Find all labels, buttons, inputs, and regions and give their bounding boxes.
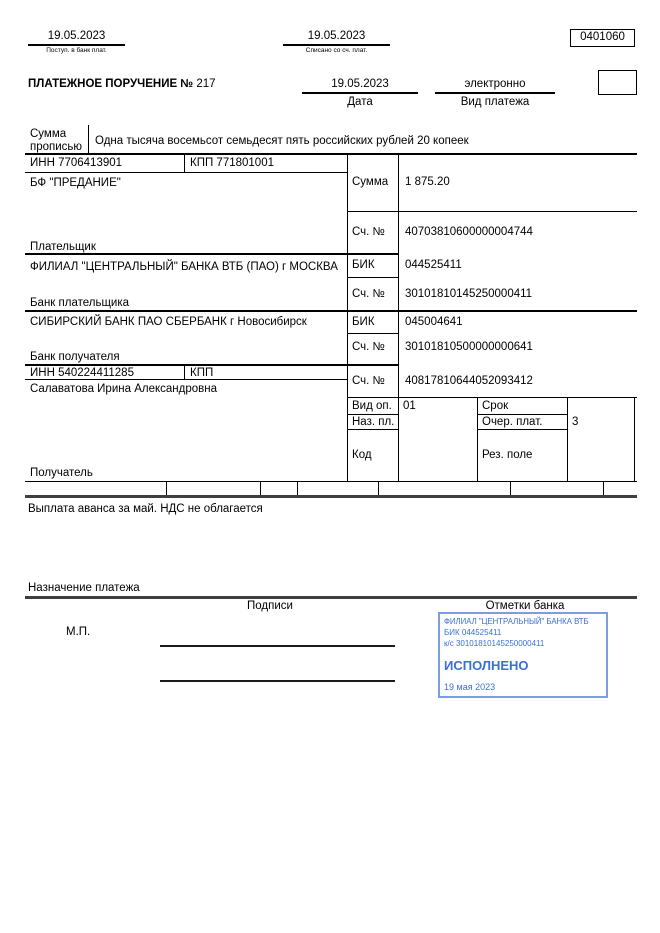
- line: [603, 482, 604, 496]
- payer-account-label: Сч. №: [352, 226, 385, 238]
- op-kind-value: 01: [403, 400, 416, 412]
- payer-bank-name: ФИЛИАЛ "ЦЕНТРАЛЬНЫЙ" БАНКА ВТБ (ПАО) г МОСКВА: [30, 261, 338, 273]
- purpose-text: Выплата аванса за май. НДС не облагается: [28, 503, 263, 515]
- line: [347, 414, 398, 415]
- payee-account-label: Сч. №: [352, 375, 385, 387]
- received-date-value: 19.05.2023: [47, 30, 106, 42]
- line: [25, 481, 637, 482]
- payer-bank-account-value: 30101810145250000411: [405, 288, 533, 300]
- payee-bank-account-label: Сч. №: [352, 341, 385, 353]
- stamp-corr-account: к/с 30101810145250000411: [444, 639, 545, 648]
- payee-bank-bik-value: 045004641: [405, 316, 463, 328]
- form-code-box: 0401060: [570, 29, 635, 47]
- line: [297, 482, 298, 496]
- line: [347, 211, 637, 212]
- payer-bank-bik-value: 044525411: [405, 259, 462, 271]
- doc-date-caption: Дата: [347, 96, 373, 108]
- line: [25, 364, 398, 366]
- payment-kind-underline: [435, 92, 555, 94]
- line: [347, 429, 398, 430]
- line: [184, 366, 185, 379]
- amount-label: Сумма: [352, 176, 389, 188]
- payment-kind-caption: Вид платежа: [460, 96, 530, 108]
- stamp-bank-name: ФИЛИАЛ "ЦЕНТРАЛЬНЫЙ" БАНКА ВТБ: [444, 617, 589, 626]
- line: [88, 125, 89, 154]
- line: [398, 155, 399, 482]
- line: [25, 495, 637, 498]
- line: [347, 155, 348, 482]
- payee-inn: ИНН 540224411285: [30, 367, 134, 379]
- line: [347, 333, 398, 334]
- line: [25, 379, 347, 380]
- amount-words-text: Одна тысяча восемьсот семьдесят пять российских рублей 20 копеек: [95, 135, 469, 147]
- payee-account-value: 40817810644052093412: [405, 375, 533, 387]
- line: [184, 155, 185, 172]
- payer-bank-account-label: Сч. №: [352, 288, 385, 300]
- received-date-caption: Поступ. в банк плат.: [46, 47, 107, 54]
- doc-date-value: 19.05.2023: [331, 78, 389, 90]
- line: [25, 253, 398, 255]
- line: [477, 429, 567, 430]
- signature-line: [160, 645, 395, 647]
- stamp-date: 19 мая 2023: [444, 682, 496, 692]
- debited-date-value: 19.05.2023: [307, 30, 366, 42]
- purpose-caption: Назначение платежа: [28, 582, 140, 594]
- line: [477, 398, 478, 482]
- payee-bank-caption: Банк получателя: [30, 351, 120, 363]
- line: [477, 414, 567, 415]
- received-date-underline: [28, 44, 125, 46]
- payer-kpp: КПП 771801001: [190, 157, 274, 169]
- line: [510, 482, 511, 496]
- reserve-field-label: Рез. поле: [482, 449, 533, 461]
- line: [347, 277, 398, 278]
- payee-kpp: КПП: [190, 367, 214, 379]
- payer-bank-bik-label: БИК: [352, 259, 375, 271]
- payee-bank-name: СИБИРСКИЙ БАНК ПАО СБЕРБАНК г Новосибирск: [30, 316, 307, 328]
- amount-value: 1 875.20: [405, 176, 450, 188]
- line: [347, 397, 637, 398]
- empty-code-box: [598, 70, 637, 95]
- line: [166, 482, 167, 496]
- line: [634, 398, 635, 482]
- op-kind-label: Вид оп.: [352, 400, 392, 412]
- payee-bank-bik-label: БИК: [352, 316, 375, 328]
- line: [25, 153, 637, 155]
- line: [567, 398, 568, 482]
- doc-number: 217: [196, 78, 216, 90]
- payment-kind-value: электронно: [464, 78, 526, 90]
- stamp-bik: БИК 044525411: [444, 628, 502, 637]
- stamp-place-label: М.П.: [66, 626, 91, 638]
- payer-name: БФ "ПРЕДАНИЕ": [30, 177, 121, 189]
- priority-value: 3: [572, 416, 579, 428]
- payer-caption: Плательщик: [30, 241, 96, 253]
- doc-title: ПЛАТЕЖНОЕ ПОРУЧЕНИЕ №: [28, 78, 194, 90]
- code-label: Код: [352, 449, 372, 461]
- line: [260, 482, 261, 496]
- debited-date-caption: Списано со сч. плат.: [305, 47, 368, 54]
- pay-purpose-code-label: Наз. пл.: [352, 416, 395, 428]
- stamp-status: ИСПОЛНЕНО: [444, 658, 529, 673]
- debited-date-underline: [283, 44, 390, 46]
- line: [25, 596, 637, 599]
- term-label: Срок: [482, 400, 509, 412]
- payee-name: Салаватова Ирина Александровна: [30, 383, 217, 395]
- bank-marks-caption: Отметки банка: [485, 600, 565, 612]
- payee-caption: Получатель: [30, 467, 93, 479]
- payer-inn: ИНН 7706413901: [30, 157, 123, 169]
- line: [25, 310, 637, 312]
- payee-bank-account-value: 30101810500000000641: [405, 341, 533, 353]
- amount-words-label: Сумма прописью: [30, 128, 83, 153]
- doc-date-underline: [302, 92, 418, 94]
- signature-line: [160, 680, 395, 682]
- line: [378, 482, 379, 496]
- payer-account-value: 40703810600000004744: [405, 226, 533, 238]
- line: [25, 172, 347, 173]
- payer-bank-caption: Банк плательщика: [30, 297, 130, 309]
- priority-label: Очер. плат.: [482, 416, 543, 428]
- signatures-caption: Подписи: [247, 600, 293, 612]
